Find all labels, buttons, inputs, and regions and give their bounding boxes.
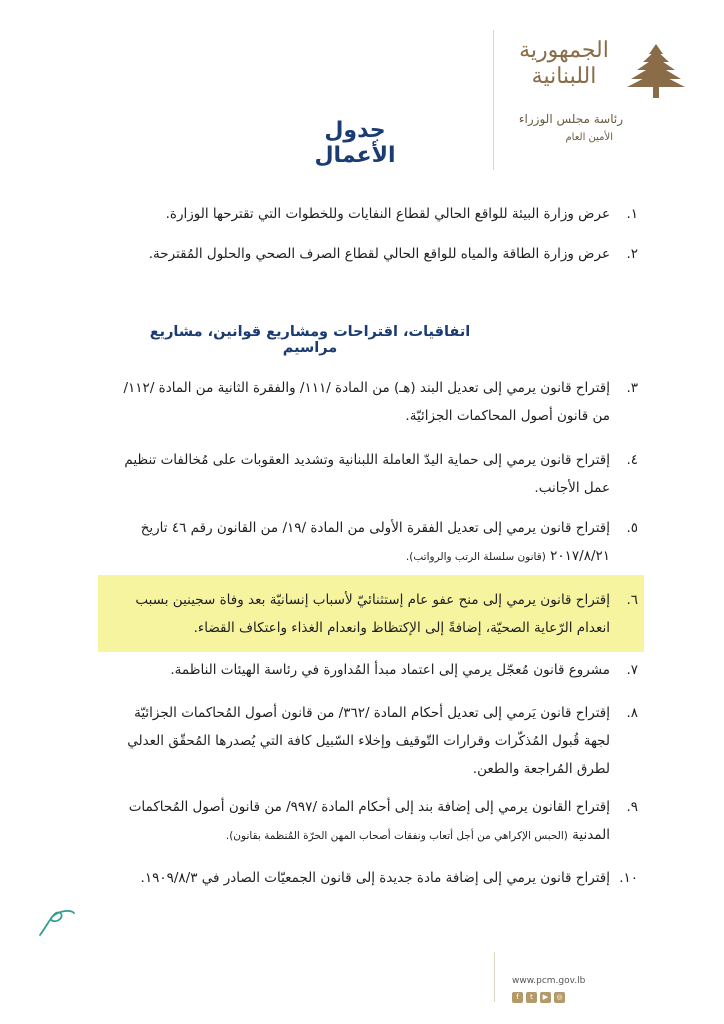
agenda-item-5 xyxy=(110,514,638,571)
page-title: جدول الأعمال xyxy=(314,118,396,168)
agenda-item-9 xyxy=(110,793,638,850)
agenda-item-6 xyxy=(110,586,638,642)
item-text: عرض وزارة الطاقة والمياه للواقع الحالي لقطاع الصرف الصحي والحلول المُقترحة. xyxy=(148,246,610,262)
item-text: إقتراح قانون يرمي إلى إضافة مادة جديدة إلى قانون الجمعيّات الصادر في ١٩٠٩/٨/٣. xyxy=(140,870,610,886)
footer-divider xyxy=(494,952,495,1002)
item-number: ٧. xyxy=(626,662,638,678)
item-note: (الحبس الإكراهي من أجل أتعاب ونفقات أصحاب المهن الحرّة المُنظمة بقانون). xyxy=(225,830,568,842)
item-text: إقتراح قانون يرمي إلى تعديل البند (هـ) من المادة /١١١/ والفقرة الثانية من المادة /١١٢/ من قانون أصول المحاكمات الجزائيّة. xyxy=(123,380,610,424)
agenda-item-1 xyxy=(110,200,638,228)
republic-line2: اللبنانية xyxy=(531,64,597,89)
agenda-item-7 xyxy=(110,656,638,684)
handwritten-initial-icon xyxy=(34,905,78,939)
item-number: ٤. xyxy=(626,452,638,468)
youtube-icon[interactable]: ▶ xyxy=(540,992,551,1003)
item-number: ١٠. xyxy=(619,870,638,886)
item-note: (قانون سلسلة الرتب والرواتب). xyxy=(405,551,546,563)
item-number: ٢. xyxy=(626,246,638,262)
item-number: ٨. xyxy=(626,705,638,721)
item-text: إقتراح قانون يَرمي إلى تعديل أحكام المادة /٣٦٢/ من قانون أصول المُحاكمات الجزائيّة لجهة قُبول المُذكّرات وقرارات التّوقيف وإخلاء السّبيل كافة التي يُصدرها المُحقّق العدلي لطرق المُراجعة والطعن. xyxy=(127,705,610,777)
office-name: رئاسة مجلس الوزراء xyxy=(518,112,623,126)
item-number: ٣. xyxy=(626,380,638,396)
agenda-item-2 xyxy=(110,240,638,268)
agenda-item-4 xyxy=(110,446,638,502)
item-text: مشروع قانون مُعجّل يرمي إلى اعتماد مبدأ المُداورة في رئاسة الهيئات الناظمة. xyxy=(170,662,610,678)
section-title: اتفاقيات، اقتراحات ومشاريع قوانين، مشاريع مراسيم xyxy=(149,324,471,356)
instagram-icon[interactable]: ◎ xyxy=(554,992,565,1003)
cedar-emblem-icon xyxy=(625,40,687,102)
item-number: ٥. xyxy=(626,520,638,536)
letterhead-divider xyxy=(493,30,494,170)
item-number: ١. xyxy=(626,206,638,222)
twitter-icon[interactable]: t xyxy=(526,992,537,1003)
agenda-item-3 xyxy=(110,374,638,430)
secretary-general-label: الأمين العام xyxy=(565,132,613,143)
republic-line1: الجمهورية xyxy=(519,38,609,63)
agenda-item-10 xyxy=(110,864,638,892)
item-text: إقتراح القانون يرمي إلى إضافة بند إلى أحكام المادة /٩٩٧/ من قانون أصول المُحاكمات المدنية xyxy=(128,799,610,843)
item-text: عرض وزارة البيئة للواقع الحالي لقطاع النفايات وللخطوات التي تقترحها الوزارة. xyxy=(165,206,610,222)
item-number: ٩. xyxy=(626,799,638,815)
agenda-item-8 xyxy=(110,699,638,783)
item-number: ٦. xyxy=(626,592,638,608)
facebook-icon[interactable]: f xyxy=(512,992,523,1003)
republic-logotype xyxy=(505,38,623,90)
item-text: إقتراح قانون يرمي إلى منح عفو عام إستثنائيّ لأسباب إنسانيّة بعد وفاة سجينين بسبب انعدام الرّعاية الصحيّة، إضافةً إلى الإكتظاظ وانعدام الغذاء واعتكاف القضاء. xyxy=(135,592,610,636)
website-link[interactable]: www.pcm.gov.lb xyxy=(512,976,586,986)
item-text: إقتراح قانون يرمي إلى تعديل الفقرة الأولى من المادة /١٩/ من القانون رقم ٤٦ تاريخ ٢٠١٧/٨/٢١ xyxy=(140,520,610,564)
social-icons xyxy=(512,992,565,1003)
item-text: إقتراح قانون يرمي إلى حماية اليدّ العاملة اللبنانية وتشديد العقوبات على مُخالفات تنظيم عمل الأجانب. xyxy=(124,452,610,496)
